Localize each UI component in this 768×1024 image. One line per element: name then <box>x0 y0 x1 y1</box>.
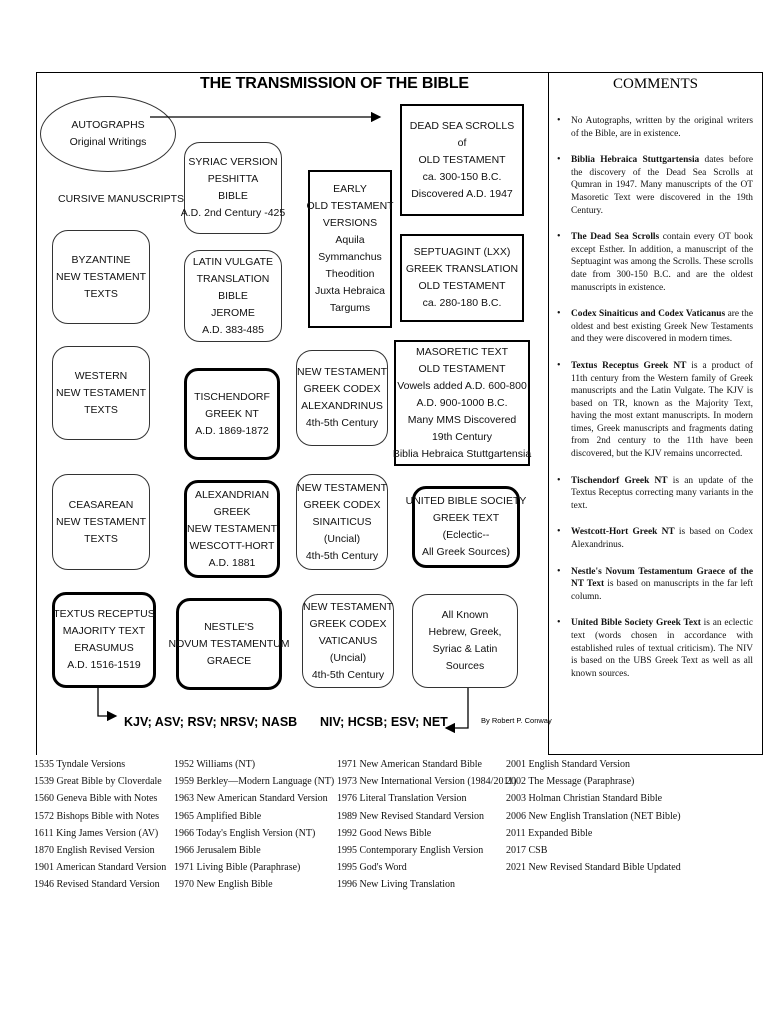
page-title: THE TRANSMISSION OF THE BIBLE <box>200 75 469 92</box>
version-entry: 1995 God's Word <box>337 862 407 874</box>
box-text-line: of <box>457 136 467 149</box>
version-entry: 1976 Literal Translation Version <box>337 793 467 805</box>
versions-timeline <box>34 756 734 896</box>
sources-to-niv-arrow <box>446 688 468 728</box>
box-text-line: MASORETIC TEXT <box>416 345 508 358</box>
comment-item <box>557 308 753 346</box>
version-entry: 1535 Tyndale Versions <box>34 759 126 770</box>
versions-column-2 <box>174 756 334 894</box>
version-entry: 2003 Holman Christian Standard Bible <box>506 793 663 805</box>
comment-subject: Biblia Hebraica Stuttgartensia <box>571 155 700 166</box>
box-text-line: BIBLE <box>218 289 248 302</box>
box-text-line: Aquila <box>335 234 365 246</box>
box-text-line: GREEK CODEX <box>303 383 381 395</box>
box-text-line: TEXTS <box>84 532 118 545</box>
niv-family-label: NIV; HCSB; ESV; NET <box>320 715 448 729</box>
box-text-line: NOVUM TESTAMENTUM <box>168 637 290 650</box>
box-text-line: LATIN VULGATE <box>192 255 274 268</box>
comment-item <box>557 566 753 604</box>
box-text-line: NEW TESTAMENT <box>55 270 147 283</box>
box-text-line: SYRIAC VERSION <box>188 156 278 168</box>
comment-text: is an eclectic text (words chosen in accordance with established rules of textual criticism). The NIV is based on the UBS Greek Text as well as all known sources. <box>571 618 753 679</box>
version-entry: 1965 Amplified Bible <box>174 810 262 822</box>
version-entry: 1970 New English Bible <box>174 879 273 891</box>
box-text-line: A.D. 383-485 <box>202 323 264 336</box>
author-byline: By Robert P. Conway <box>481 716 552 725</box>
comment-item <box>557 154 753 217</box>
version-entry: 1971 New American Standard Bible <box>337 759 482 770</box>
comment-text: are the oldest and best existing Greek New Testaments and they were discovered in modern times. <box>571 309 753 345</box>
box-text-line: GREEK NT <box>205 407 259 420</box>
box-text-line: MAJORITY TEXT <box>62 625 146 637</box>
box-text-line: TEXTS <box>84 287 118 300</box>
comment-item <box>557 360 753 461</box>
comment-text: is based on manuscripts in the far left column. <box>571 579 754 602</box>
box-text-line: GREEK CODEX <box>309 617 387 630</box>
version-entry: 2006 New English Translation (NET Bible) <box>506 810 681 822</box>
box-text-line: GREEK TEXT <box>432 512 500 524</box>
comment-text: is an update of the Textus Receptus correcting many variants in the text. <box>571 475 753 511</box>
box-text-line: ca. 280-180 B.C. <box>422 297 502 309</box>
box-text-line: NEW TESTAMENT <box>296 366 388 378</box>
box-text-line: EARLY <box>333 183 367 195</box>
box-text-line: VATICANUS <box>318 634 378 647</box>
box-text-line: ca. 300-150 B.C. <box>422 170 502 183</box>
version-entry: 1572 Bishops Bible with Notes <box>34 810 160 822</box>
version-entry: 1992 Good News Bible <box>337 827 432 839</box>
box-text-line: (Eclectic-- <box>442 529 490 541</box>
box-text-line: (Uncial) <box>323 532 361 545</box>
comment-item <box>557 231 753 294</box>
version-entry: 2021 New Revised Standard Bible Updated <box>506 862 681 874</box>
box-text-line: Juxta Hebraica <box>314 285 386 297</box>
version-entry: 1966 Today's English Version (NT) <box>174 827 316 839</box>
version-entry: 1971 Living Bible (Paraphrase) <box>174 862 301 874</box>
box-text-line: 4th-5th Century <box>305 417 379 429</box>
version-entry: 1966 Jerusalem Bible <box>174 845 261 857</box>
box-text-line: Syriac & Latin <box>432 643 498 655</box>
comment-text: No Autographs, written by the original writers of the Bible, are in existence. <box>571 116 753 139</box>
version-entry: 1963 New American Standard Version <box>174 793 328 805</box>
box-text-line: A.D. 1516-1519 <box>67 659 141 671</box>
box-text-line: TRANSLATION <box>196 272 270 285</box>
comment-item <box>557 617 753 680</box>
box-text-line: OLD TESTAMENT <box>418 362 506 375</box>
version-entry: 2002 The Message (Paraphrase) <box>506 776 635 788</box>
box-text-line: NESTLE'S <box>204 620 254 633</box>
comment-subject: Codex Sinaiticus and Codex Vaticanus <box>571 309 726 320</box>
box-text-line: Theodition <box>325 268 375 280</box>
version-entry: 1959 Berkley—Modern Language (NT) <box>174 776 335 788</box>
box-text-line: Hebrew, Greek, <box>428 626 502 638</box>
box-text-line: All Greek Sources) <box>421 546 511 558</box>
box-text-line: ALEXANDRIAN <box>194 488 270 501</box>
box-text-line: OLD TESTAMENT <box>418 280 506 292</box>
box-text-line: 4th-5th Century <box>305 549 379 562</box>
kjv-family-label: KJV; ASV; RSV; NRSV; NASB <box>124 715 298 729</box>
box-text-line: NEW TESTAMENT <box>302 600 394 613</box>
version-entry: 1996 New Living Translation <box>337 879 456 891</box>
box-text-line: Original Writings <box>69 136 147 148</box>
box-text-line: TEXTUS RECEPTUS <box>53 608 155 620</box>
comment-subject: United Bible Society Greek Text <box>571 618 701 629</box>
version-entry: 1995 Contemporary English Version <box>337 845 484 857</box>
comments-title: COMMENTS <box>612 76 698 92</box>
box-text-line: Symmanchus <box>318 251 382 263</box>
textus-to-kjv-arrow <box>98 688 116 716</box>
comment-text: contain every OT book except Esther. In addition, a manuscript of the Septuagint was among the Scrolls. These scrolls date from 300-150 B.C. and are the oldest manuscripts in existence. <box>571 232 753 293</box>
versions-column-4 <box>506 756 681 876</box>
box-text-line: Targums <box>329 302 371 314</box>
comment-subject: Tischendorf Greek NT <box>571 475 668 486</box>
version-entry: 1611 King James Version (AV) <box>34 827 159 839</box>
version-entry: 1539 Great Bible by Cloverdale <box>34 776 162 788</box>
box-text-line: NEW TESTAMENT <box>55 515 147 528</box>
box-text-line: 19th Century <box>431 430 493 443</box>
comment-subject: Westcott-Hort Greek NT <box>571 527 675 538</box>
version-entry: 1973 New International Version (1984/2011) <box>337 776 517 788</box>
box-text-line: A.D. 900-1000 B.C. <box>416 396 508 409</box>
box-text-line: GREEK CODEX <box>303 498 381 511</box>
version-entry: 1560 Geneva Bible with Notes <box>34 793 158 805</box>
comment-item <box>557 526 753 551</box>
box-text-line: GRAECE <box>206 654 252 667</box>
comment-text: is based on Codex Alexandrinus. <box>571 527 754 551</box>
box-text-line: ALEXANDRINUS <box>301 400 383 412</box>
box-text-line: BYZANTINE <box>71 253 131 266</box>
cursive-manuscripts-label: CURSIVE MANUSCRIPTS <box>58 193 185 205</box>
comment-text: is a product of 11th century from the Western family of Greek manuscripts and the Latin Vulgate. The KJV is based on TR, known as the Majority Text, having the most extant manuscripts. In modern times, Greek manuscripts and fragments dating from 2nd century to the 11th have been discovered, but the KJV remains uncorrected. <box>571 360 753 460</box>
comment-subject: Nestle's Novum Testamentum Graece of the NT Text <box>571 566 753 590</box>
version-entry: 1901 American Standard Version <box>34 862 167 874</box>
box-text-line: NEW TESTAMENT <box>186 522 278 535</box>
box-text-line: NEW TESTAMENT <box>296 481 388 494</box>
comment-item <box>557 115 753 140</box>
box-text-line: OLD TESTAMENT <box>418 153 506 166</box>
version-entry: 2017 CSB <box>506 845 548 857</box>
comment-subject: Textus Receptus Greek NT <box>571 360 687 371</box>
box-text-line: UNITED BIBLE SOCIETY <box>405 495 527 507</box>
box-text-line: VERSIONS <box>322 217 378 229</box>
box-text-line: PESHITTA <box>207 173 259 185</box>
box-text-line: Biblia Hebraica Stuttgartensia <box>392 447 532 460</box>
version-entry: 1989 New Revised Standard Version <box>337 810 485 822</box>
version-entry: 2011 Expanded Bible <box>506 827 593 839</box>
box-text-line: NEW TESTAMENT <box>55 386 147 399</box>
box-text-line: A.D. 2nd Century -425 <box>180 207 286 219</box>
box-text-line: WESTERN <box>74 369 128 382</box>
comment-text: dates before the discovery of the Dead Sea Scrolls at Qumran in 1947. Many manuscripts of the OT Masoretic Text were discovered in the 19th Century. <box>571 155 753 216</box>
box-text-line: 4th-5th Century <box>311 668 385 681</box>
box-text-line: WESCOTT-HORT <box>189 539 275 552</box>
comment-subject: The Dead Sea Scrolls <box>571 232 660 243</box>
box-text-line: GREEK TRANSLATION <box>405 263 519 275</box>
comments-panel <box>548 72 763 755</box>
box-text-line: OLD TESTAMENT <box>306 200 394 212</box>
box-text-line: SINAITICUS <box>312 515 372 528</box>
version-entry: 1946 Revised Standard Version <box>34 879 160 891</box>
comments-list <box>557 115 753 694</box>
box-text-line: JEROME <box>211 306 255 319</box>
box-text-line: AUTOGRAPHS <box>71 119 145 131</box>
versions-column-1 <box>34 756 166 894</box>
box-text-line: CEASAREAN <box>68 498 134 511</box>
version-entry: 2001 English Standard Version <box>506 759 630 770</box>
box-text-line: GREEK <box>213 505 251 518</box>
box-text-line: Many MMS Discovered <box>407 413 517 426</box>
box-text-line: SEPTUAGINT (LXX) <box>413 246 511 258</box>
box-text-line: TEXTS <box>84 403 118 416</box>
box-text-line: BIBLE <box>218 190 248 202</box>
box-text-line: (Uncial) <box>329 651 367 664</box>
box-text-line: DEAD SEA SCROLLS <box>409 119 515 132</box>
box-text-line: Sources <box>445 660 485 672</box>
box-text-line: Discovered A.D. 1947 <box>411 187 513 200</box>
box-text-line: ERASUMUS <box>74 642 134 654</box>
box-text-line: Vowels added A.D. 600-800 <box>397 379 527 392</box>
version-entry: 1870 English Revised Version <box>34 845 155 857</box>
box-text-line: A.D. 1869-1872 <box>195 424 269 437</box>
box-text-line: TISCHENDORF <box>194 390 270 403</box>
box-text-line: A.D. 1881 <box>208 556 256 569</box>
comment-item <box>557 475 753 513</box>
box-text-line: All Known <box>441 609 489 621</box>
version-entry: 1952 Williams (NT) <box>174 759 256 770</box>
versions-column-3 <box>337 756 516 894</box>
